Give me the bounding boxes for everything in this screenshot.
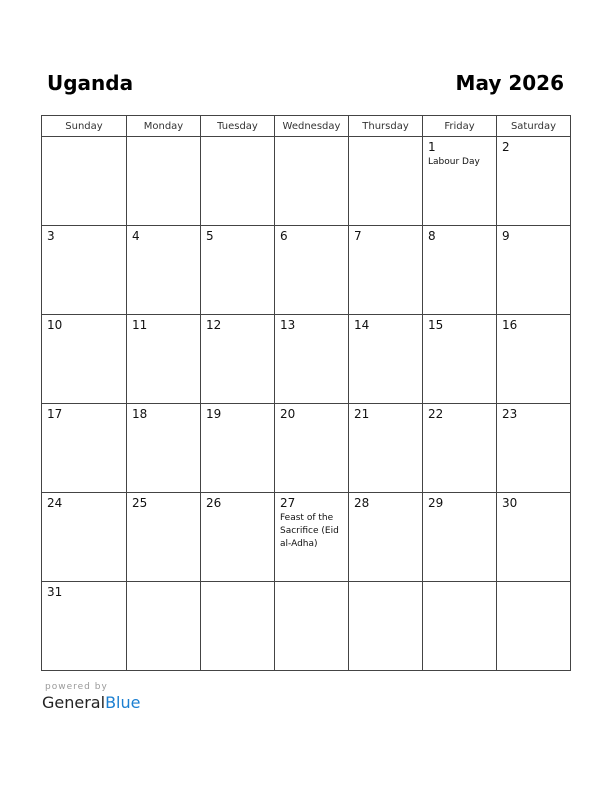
weekday-header: Tuesday [201,116,275,137]
day-cell [42,582,127,671]
day-number: 29 [428,496,444,510]
day-number: 20 [280,407,296,421]
day-cell [423,315,497,404]
country-title: Uganda [47,71,134,95]
day-number: 6 [280,229,288,243]
day-cell [201,137,275,226]
day-number: 1 [428,140,436,154]
day-cell [275,315,349,404]
day-cell [127,493,201,582]
day-cell [497,404,571,493]
weekday-header: Thursday [349,116,423,137]
day-number: 24 [47,496,63,510]
day-cell [349,137,423,226]
day-cell [423,493,497,582]
day-number: 28 [354,496,370,510]
day-cell [349,493,423,582]
day-number: 18 [132,407,148,421]
day-cell [42,404,127,493]
day-number: 4 [132,229,140,243]
day-cell [497,493,571,582]
day-cell [201,582,275,671]
brand-blue-text: Blue [105,693,141,712]
week-row [42,315,571,404]
day-cell [423,582,497,671]
day-number: 31 [47,585,63,599]
day-number: 12 [206,318,222,332]
holiday-label: Labour Day [428,157,480,167]
day-cell [127,315,201,404]
day-number: 23 [502,407,518,421]
month-year-title: May 2026 [455,71,564,95]
week-row [42,137,571,226]
day-cell [127,404,201,493]
week-row [42,582,571,671]
day-cell [42,137,127,226]
day-cell [423,226,497,315]
day-number: 25 [132,496,148,510]
day-cell [423,137,497,226]
weekday-header: Friday [423,116,497,137]
day-number: 11 [132,318,148,332]
day-number: 3 [47,229,55,243]
day-number: 2 [502,140,510,154]
day-cell [275,226,349,315]
powered-by-label: powered by [45,682,108,692]
day-cell [275,582,349,671]
day-number: 13 [280,318,296,332]
day-number: 8 [428,229,436,243]
day-cell [497,315,571,404]
day-number: 10 [47,318,63,332]
day-cell [42,493,127,582]
day-number: 17 [47,407,63,421]
day-cell [423,404,497,493]
day-number: 19 [206,407,222,421]
brand-general-text: General [42,693,106,712]
day-cell [201,404,275,493]
day-cell [349,315,423,404]
weekday-header: Sunday [42,116,127,137]
day-cell [275,493,349,582]
day-number: 7 [354,229,362,243]
day-number: 14 [354,318,370,332]
day-cell [497,582,571,671]
day-number: 26 [206,496,222,510]
week-row [42,493,571,582]
generalblue-logo[interactable] [42,693,140,712]
day-cell [42,226,127,315]
day-number: 5 [206,229,214,243]
day-number: 30 [502,496,518,510]
weekday-header: Monday [127,116,201,137]
day-cell [349,404,423,493]
day-number: 27 [280,496,296,510]
day-cell [201,493,275,582]
day-cell [127,226,201,315]
week-row [42,404,571,493]
day-cell [497,226,571,315]
calendar-grid [41,115,571,671]
day-number: 22 [428,407,444,421]
day-cell [201,315,275,404]
day-cell [201,226,275,315]
holiday-label: Feast of the Sacrifice (Eid al-Adha) [280,513,339,549]
day-cell [275,137,349,226]
calendar-body [42,137,571,671]
day-cell [42,315,127,404]
weekday-header: Saturday [497,116,571,137]
day-cell [275,404,349,493]
day-cell [349,582,423,671]
weekday-header: Wednesday [275,116,349,137]
day-cell [497,137,571,226]
day-number: 21 [354,407,370,421]
day-cell [349,226,423,315]
day-number: 9 [502,229,510,243]
day-cell [127,137,201,226]
week-row [42,226,571,315]
day-cell [127,582,201,671]
day-number: 16 [502,318,518,332]
weekday-header-row [42,116,571,137]
day-number: 15 [428,318,444,332]
